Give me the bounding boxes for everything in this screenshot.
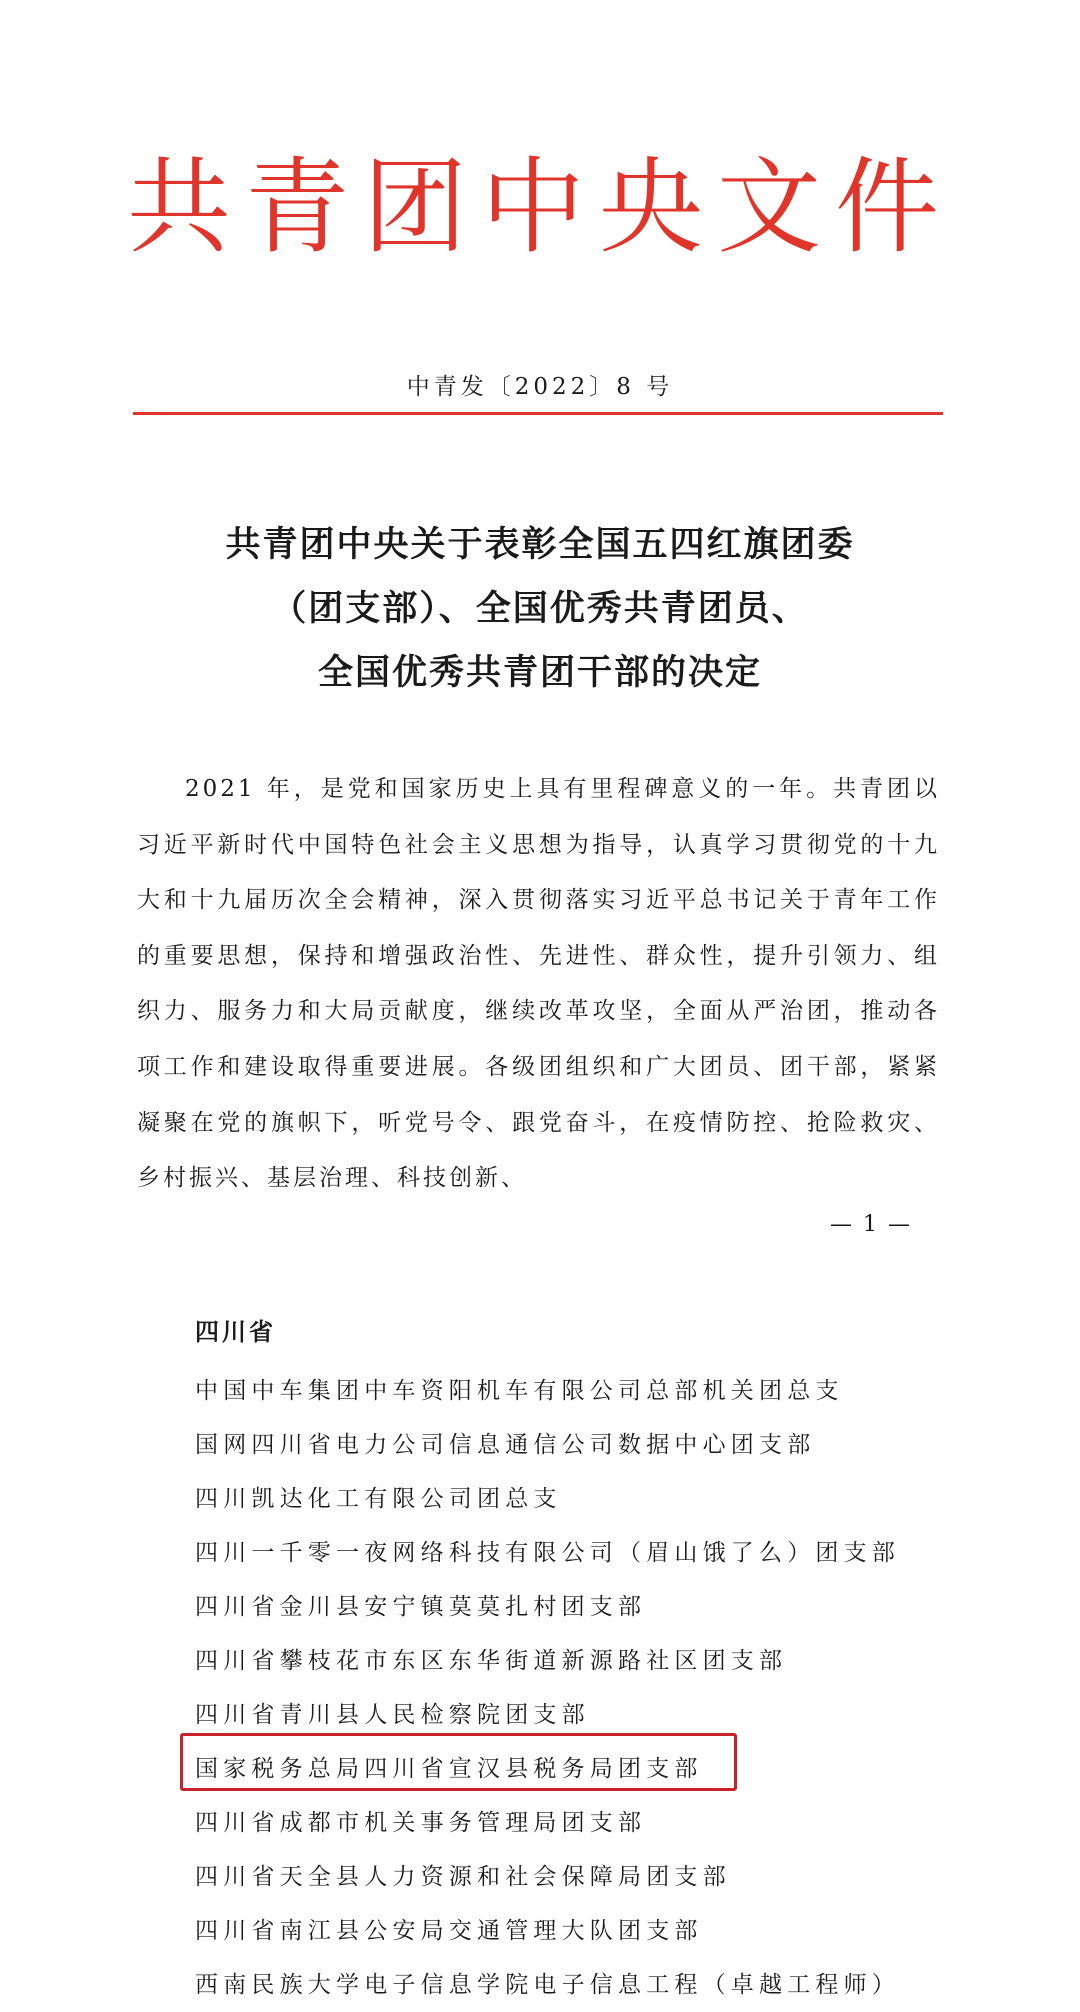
list-item: 中国中车集团中车资阳机车有限公司总部机关团总支 <box>195 1378 844 1404</box>
list-item: 四川凯达化工有限公司团总支 <box>195 1486 562 1512</box>
title-line-2: （团支部）、全国优秀共青团员、 <box>271 589 809 629</box>
red-divider-line <box>133 412 943 415</box>
title-line-1: 共青团中央关于表彰全国五四红旗团委 <box>225 525 855 565</box>
document-masthead: 共青团中央文件 <box>126 146 953 268</box>
list-item: 四川省南江县公安局交通管理大队团支部 <box>195 1918 703 1944</box>
list-item: 四川一千零一夜网络科技有限公司（眉山饿了么）团支部 <box>195 1540 900 1566</box>
list-item: 四川省天全县人力资源和社会保障局团支部 <box>195 1864 731 1890</box>
award-list <box>195 1364 900 2012</box>
list-item: 四川省金川县安宁镇莫莫扎村团支部 <box>195 1594 647 1620</box>
document-number: 中青发〔2022〕8 号 <box>406 374 674 400</box>
province-heading: 四川省 <box>195 1318 276 1346</box>
list-item-highlighted: 国家税务总局四川省宣汉县税务局团支部 <box>195 1756 703 1782</box>
list-item: 西南民族大学电子信息学院电子信息工程（卓越工程师） <box>195 1972 900 1998</box>
list-item: 四川省青川县人民检察院团支部 <box>195 1702 590 1728</box>
list-item: 国网四川省电力公司信息通信公司数据中心团支部 <box>195 1432 816 1458</box>
list-item: 四川省攀枝花市东区东华街道新源路社区团支部 <box>195 1648 788 1674</box>
page-number: — 1 — <box>830 1212 912 1237</box>
list-item: 四川省成都市机关事务管理局团支部 <box>195 1810 647 1836</box>
body-paragraph: 2021 年，是党和国家历史上具有里程碑意义的一年。共青团以习近平新时代中国特色社会主义思想为指导，认真学习贯彻党的十九大和十九届历次全会精神，深入贯彻落实习近平总书记关于青年工作的重要思想，保持和增强政治性、先进性、群众性，提升引领力、组织力、服务力和大局贡献度，继续改革攻坚，全面从严治团，推动各项工作和建设取得重要进展。各级团组织和广大团员、团干部，紧紧凝聚在党的旗帜下，听党号令、跟党奋斗，在疫情防控、抢险救灾、乡村振兴、基层治理、科技创新、 <box>137 776 940 1192</box>
title-line-3: 全国优秀共青团干部的决定 <box>317 653 762 693</box>
highlight-box <box>180 1733 737 1791</box>
